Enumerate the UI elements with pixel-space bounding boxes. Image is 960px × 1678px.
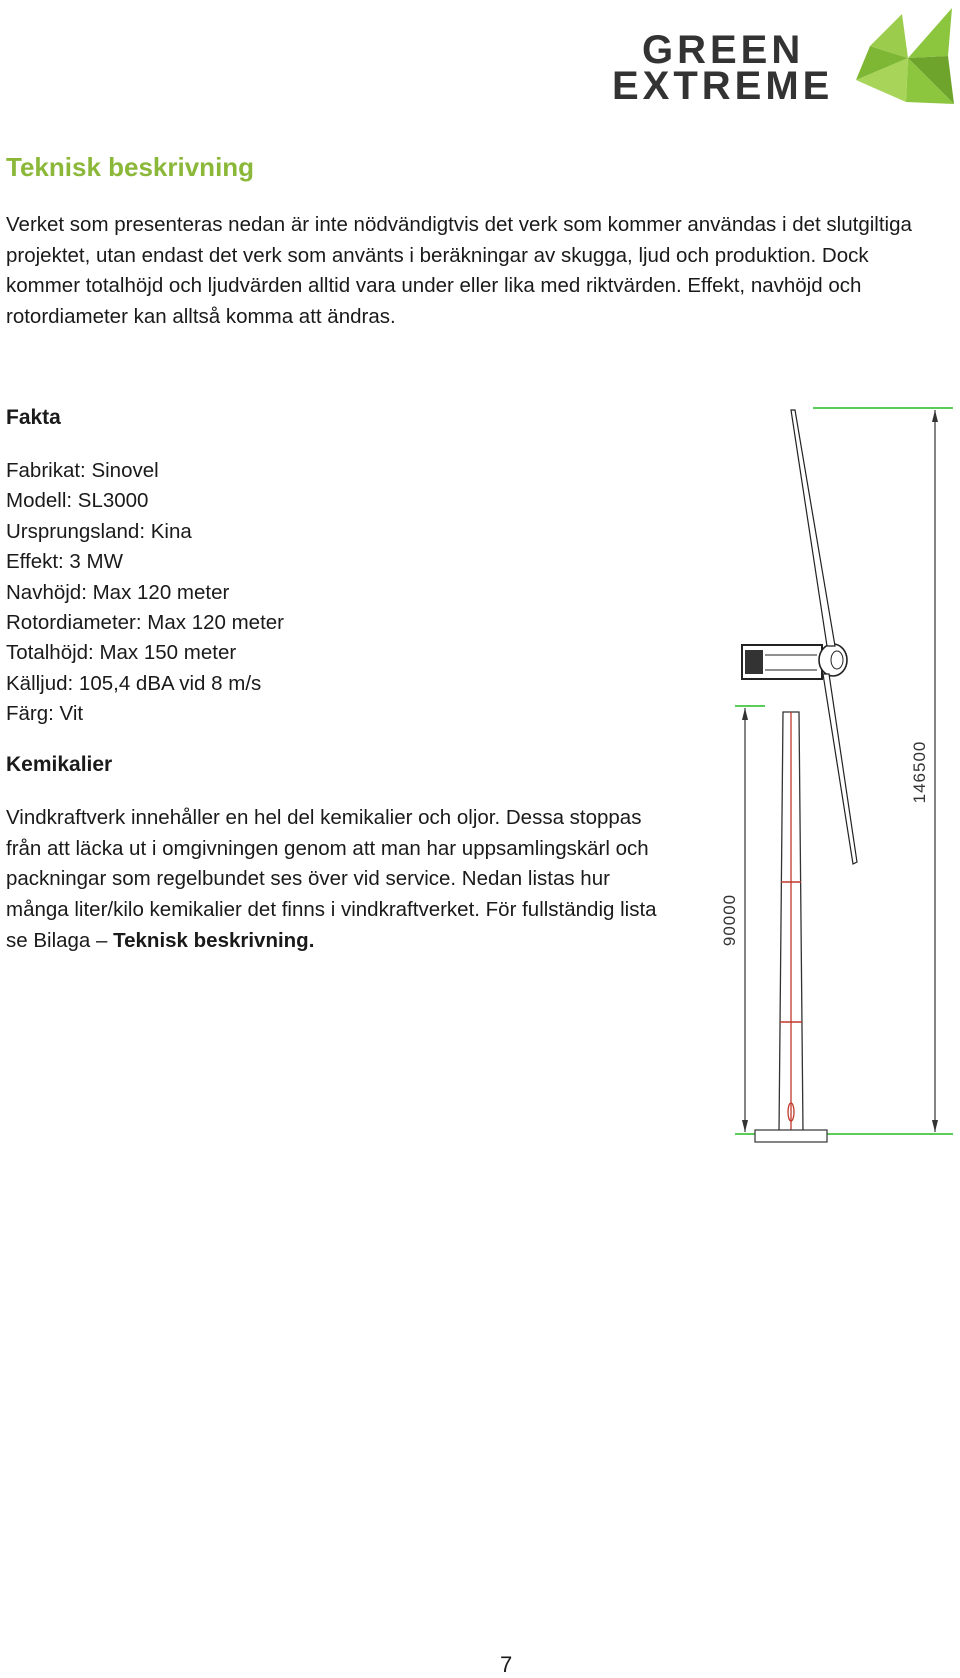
fact-hub-height: Navhöjd: Max 120 meter	[6, 580, 230, 604]
intro-paragraph: Verket som presenteras nedan är inte nödvändigtvis det verk som kommer användas i det slutgiltiga projektet, utan endast det verk som använts i beräkningar av skugga, ljud och produktion. Dock kommer totalhöjd och ljudvärden alltid vara under eller lika med riktvärden. Effekt, navhöjd och rotordiameter kan alltså komma att ändras.	[6, 213, 912, 329]
fact-sound-level: Källjud: 105,4 dBA vid 8 m/s	[6, 671, 262, 695]
facts-heading: Fakta	[6, 406, 61, 429]
chemicals-appendix-ref: Teknisk beskrivning.	[113, 928, 315, 952]
fact-model: Modell: SL3000	[6, 489, 149, 513]
logo-line-extreme: EXTREME	[612, 64, 834, 108]
fact-total-height: Totalhöjd: Max 150 meter	[6, 641, 237, 665]
fact-rotor-diameter: Rotordiameter: Max 120 meter	[6, 611, 285, 635]
fact-manufacturer: Fabrikat: Sinovel	[6, 459, 159, 482]
wind-turbine-drawing	[720, 402, 955, 1162]
page-number: 7	[500, 1652, 513, 1677]
logo-wordmark	[612, 6, 882, 108]
chemicals-paragraph	[6, 803, 666, 957]
fact-power: Effekt: 3 MW	[6, 550, 123, 574]
hub-height-label: 90000	[720, 893, 739, 947]
logo-line-green: GREEN	[642, 28, 805, 72]
fact-origin: Ursprungsland: Kina	[6, 519, 192, 543]
chemicals-body: Vindkraftverk innehåller en hel del kemikalier och oljor. Dessa stoppas från att läcka ut i omgivningen genom att man har uppsamlingskärl och packningar som regelbundet ses över vid service. Nedan listas hur många liter/kilo kemikalier det finns i vindkraftverket. För fullständig lista se Bilaga –	[6, 806, 657, 952]
windmill-blade-icon	[850, 6, 957, 108]
facts-list	[6, 456, 284, 730]
chemicals-heading: Kemikalier	[6, 753, 113, 776]
fact-color: Färg: Vit	[6, 702, 84, 726]
total-height-label: 146500	[910, 740, 929, 804]
green-extreme-logo	[612, 6, 957, 108]
page-title: Teknisk beskrivning	[6, 152, 255, 182]
